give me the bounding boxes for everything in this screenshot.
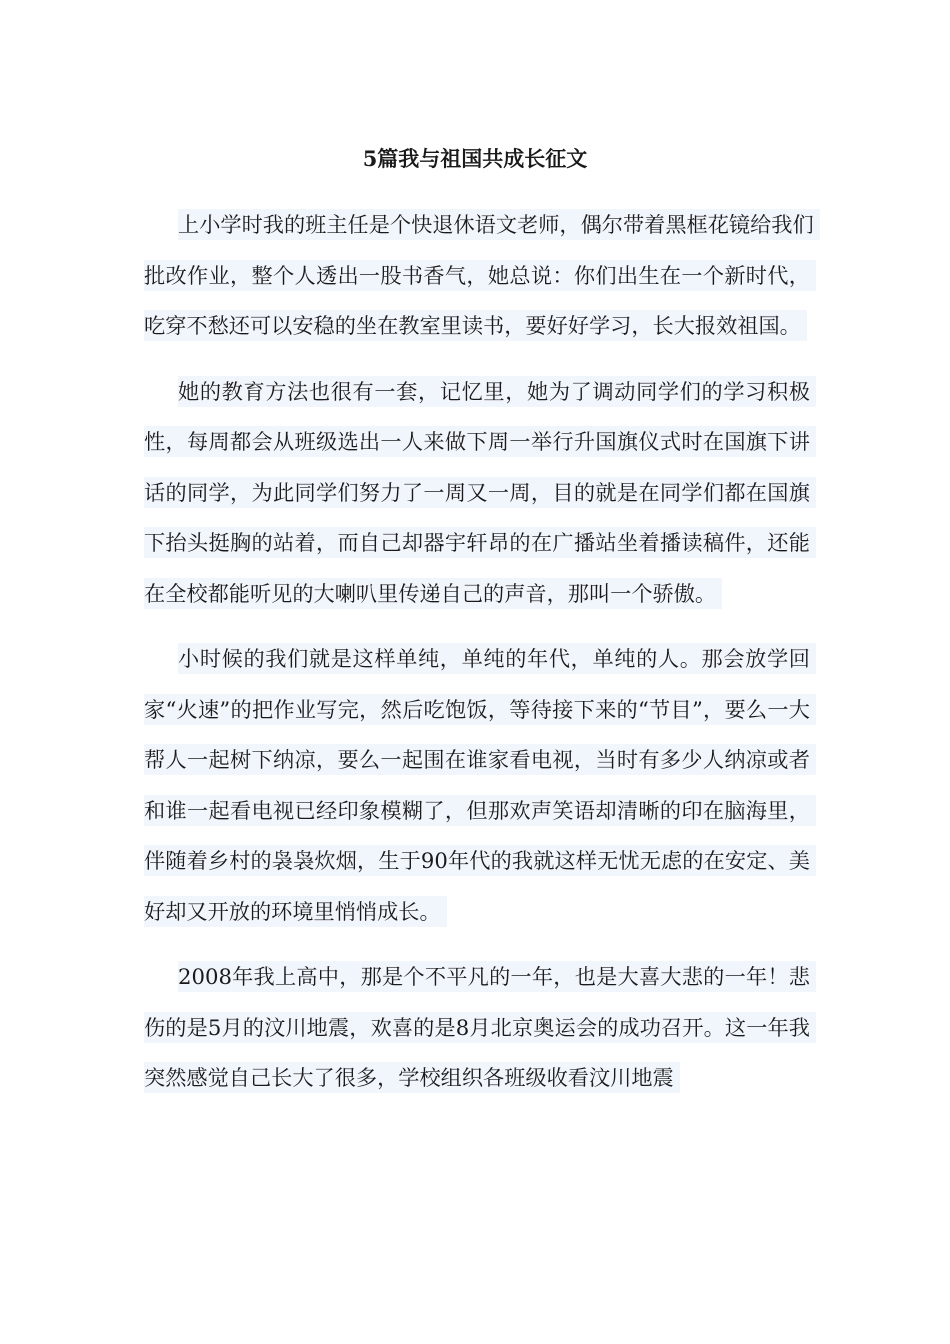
paragraph-2 xyxy=(144,367,816,620)
paragraph-4 xyxy=(144,952,816,1104)
document-body xyxy=(144,200,816,1119)
document-title: 5篇我与祖国共成长征文 xyxy=(362,146,588,171)
paragraph-3-text: 小时候的我们就是这样单纯，单纯的年代，单纯的人。那会放学回家“火速”的把作业写完，然后吃饱饭，等待接下来的“节目”，要么一大帮人一起树下纳凉，要么一起围在谁家看电视，当时有多少人纳凉或者和谁一起看电视已经印象模糊了，但那欢声笑语却清晰的印在脑海里，伴随着乡村的袅袅炊烟，生于90年代的我就这样无忧无虑的在安定、美好却又开放的环境里悄悄成长。 xyxy=(144,643,816,927)
paragraph-4-text: 2008年我上高中，那是个不平凡的一年，也是大喜大悲的一年！悲伤的是5月的汶川地震，欢喜的是8月北京奥运会的成功召开。这一年我突然感觉自己长大了很多，学校组织各班级收看汶川地震 xyxy=(144,961,816,1093)
paragraph-3 xyxy=(144,634,816,937)
paragraph-1 xyxy=(144,200,816,352)
paragraph-2-text: 她的教育方法也很有一套，记忆里，她为了调动同学们的学习积极性，每周都会从班级选出一人来做下周一举行升国旗仪式时在国旗下讲话的同学，为此同学们努力了一周又一周，目的就是在同学们都在国旗下抬头挺胸的站着，而自己却器宇轩昂的在广播站坐着播读稿件，还能在全校都能听见的大喇叭里传递自己的声音，那叫一个骄傲。 xyxy=(144,376,816,609)
paragraph-1-text: 上小学时我的班主任是个快退休语文老师，偶尔带着黑框花镜给我们批改作业，整个人透出一股书香气，她总说：你们出生在一个新时代，吃穿不愁还可以安稳的坐在教室里读书，要好好学习，长大报效祖国。 xyxy=(144,209,820,341)
